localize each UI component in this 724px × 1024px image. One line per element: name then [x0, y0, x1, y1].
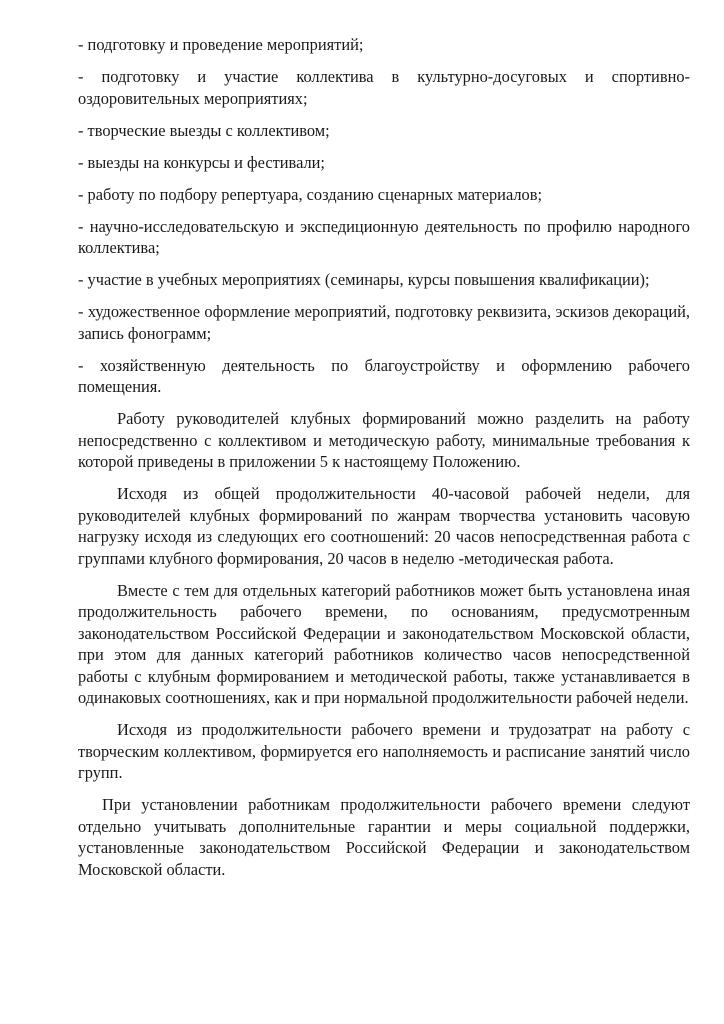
paragraph-guarantees: При установлении работникам продолжительности рабочего времени следуют отдельно учитывать дополнительные гарантии и меры социальной поддержки, установленные законодательством Российской Федерации и законодательством Московской области.	[78, 795, 690, 879]
list-item: - научно-исследовательскую и экспедиционную деятельность по профилю народного коллектива;	[78, 216, 690, 257]
paragraph-other-categories: Вместе с тем для отдельных категорий работников может быть установлена иная продолжительность рабочего времени, по основаниям, предусмотренным законодательством Российской Федерации и законодательством Московской области, при этом для данных категорий работников количество часов непосредственной работы с клубным формированием и методической работы, также устанавливается в одинаковых соотношениях, как и при нормальной продолжительности рабочей недели.	[78, 580, 690, 707]
list-item: - хозяйственную деятельность по благоустройству и оформлению рабочего помещения.	[78, 355, 690, 396]
paragraph-40-hour-week: Исходя из общей продолжительности 40-часовой рабочей недели, для руководителей клубных формирований по жанрам творчества установить часовую нагрузку исходя из следующих его соотношений: 20 часов непосредственная работа с группами клубного формирования, 20 часов в неделю -методическая работа.	[78, 484, 690, 568]
paragraph-work-division: Работу руководителей клубных формирований можно разделить на работу непосредственно с коллективом и методическую работу, минимальные требования к которой приведены в приложении 5 к настоящему Положению.	[78, 409, 690, 471]
list-item: - творческие выезды с коллективом;	[78, 120, 330, 140]
list-item: - подготовку и проведение мероприятий;	[78, 35, 364, 54]
list-item: - участие в учебных мероприятиях (семинары, курсы повышения квалификации);	[78, 270, 650, 289]
list-item: - работу по подбору репертуара, созданию сценарных материалов;	[78, 184, 543, 204]
list-item: - подготовку и участие коллектива в культурно-досуговых и спортивно-оздоровительных мероприятиях;	[78, 67, 690, 108]
list-item: - художественное оформление мероприятий, подготовку реквизита, эскизов декораций, запись фонограмм;	[78, 302, 690, 343]
list-item: - выезды на конкурсы и фестивали;	[78, 152, 325, 172]
paragraph-group-size: Исходя из продолжительности рабочего времени и трудозатрат на работу с творческим коллективом, формируется его наполняемость и расписание занятий число групп.	[78, 720, 690, 782]
